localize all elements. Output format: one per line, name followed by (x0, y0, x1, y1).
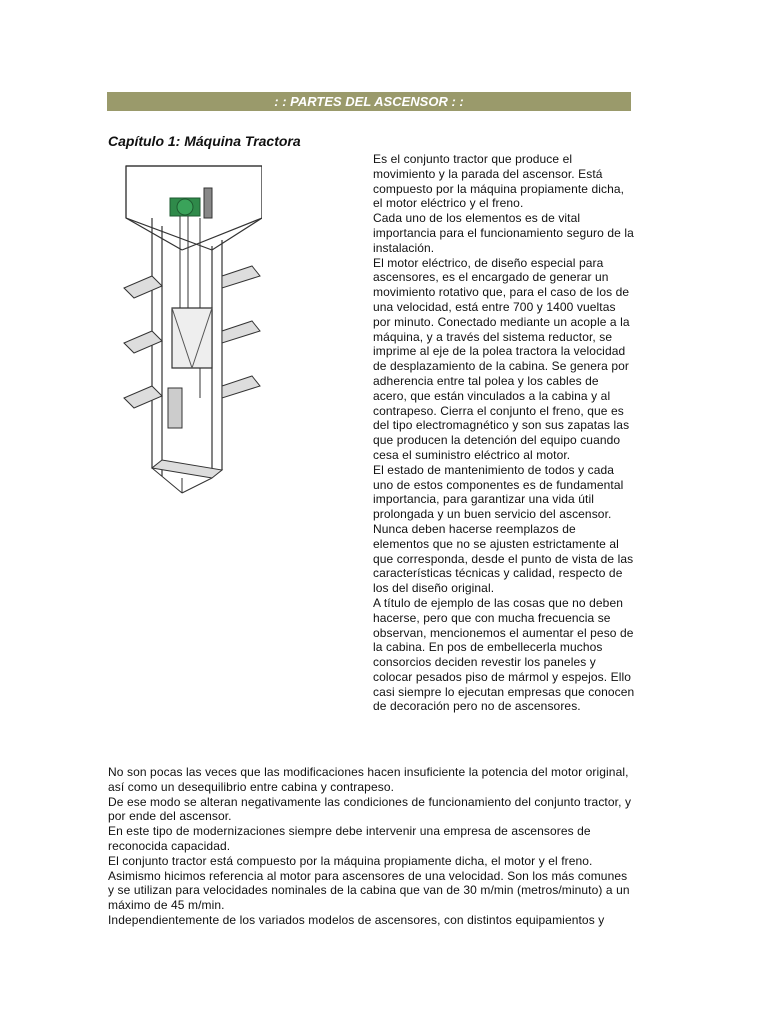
paragraph: El conjunto tractor está compuesto por la máquina propiamente dicha, el motor y el freno. Asimismo hicimos referencia al motor para ascensores de una velocidad. Son los más comunes y se utilizan para velocidades nominales de la cabina que van de 30 m/min (metros/minuto) a un máximo de 45 m/min. (108, 853, 630, 913)
paragraph: Cada uno de los elementos es de vital importancia para el funcionamiento seguro de la instalación. (373, 211, 634, 255)
paragraph: No son pocas las veces que las modificaciones hacen insuficiente la potencia del motor original, así como un desequilibrio entre cabina y contrapeso. (108, 765, 629, 794)
elevator-shaft-illustration (122, 158, 262, 508)
paragraph: Es el conjunto tractor que produce el movimiento y la parada del ascensor. Está compuesto por la máquina propiamente dicha, el motor eléctrico y el freno. (373, 152, 625, 211)
chapter-title: Capítulo 1: Máquina Tractora (108, 133, 301, 149)
paragraph: El estado de mantenimiento de todos y cada uno de estos componentes es de fundamental importancia, para garantizar una vida útil prolongada y un buen servicio del ascensor. (373, 462, 624, 522)
full-width-text (108, 765, 634, 928)
section-header-bar (107, 92, 631, 111)
paragraph: De ese modo se alteran negativamente las condiciones de funcionamiento del conjunto tractor, y por ende del ascensor. (108, 794, 632, 824)
right-column-text (373, 152, 635, 714)
paragraph: A título de ejemplo de las cosas que no deben hacerse, pero que con mucha frecuencia se observan, mencionemos el aumentar el peso de la cabina. En pos de embellecerla muchos consorcios deciden revestir los paneles y colocar pesados piso de mármol y espejos. Ello casi siempre lo ejecutan empresas que conocen de decoración pero no de ascensores. (373, 595, 635, 714)
paragraph: Nunca deben hacerse reemplazos de elementos que no se ajusten estrictamente al que corresponda, desde el punto de vista de las características técnicas y calidad, respecto de los del diseño original. (373, 521, 634, 596)
section-header-title: : : PARTES DEL ASCENSOR : : (274, 94, 464, 109)
paragraph: Independientemente de los variados modelos de ascensores, con distintos equipamientos y (108, 912, 605, 927)
paragraph: El motor eléctrico, de diseño especial para ascensores, es el encargado de generar un movimiento rotativo que, para el caso de los de una velocidad, está entre 700 y 1400 vueltas por minuto. Conectado mediante un acople a la máquina, y a través del sistema reductor, se imprime al eje de la polea tractora la velocidad de desplazamiento de la cabina. Se genera por adherencia entre tal polea y los cables de acero, que están vinculados a la cabina y al contrapeso. Cierra el conjunto el freno, que es del tipo electromagnético y son sus zapatas las que producen la detención del equipo cuando cesa el suministro eléctrico al motor. (373, 255, 630, 462)
paragraph: En este tipo de modernizaciones siempre debe intervenir una empresa de ascensores de reconocida capacidad. (108, 824, 591, 853)
